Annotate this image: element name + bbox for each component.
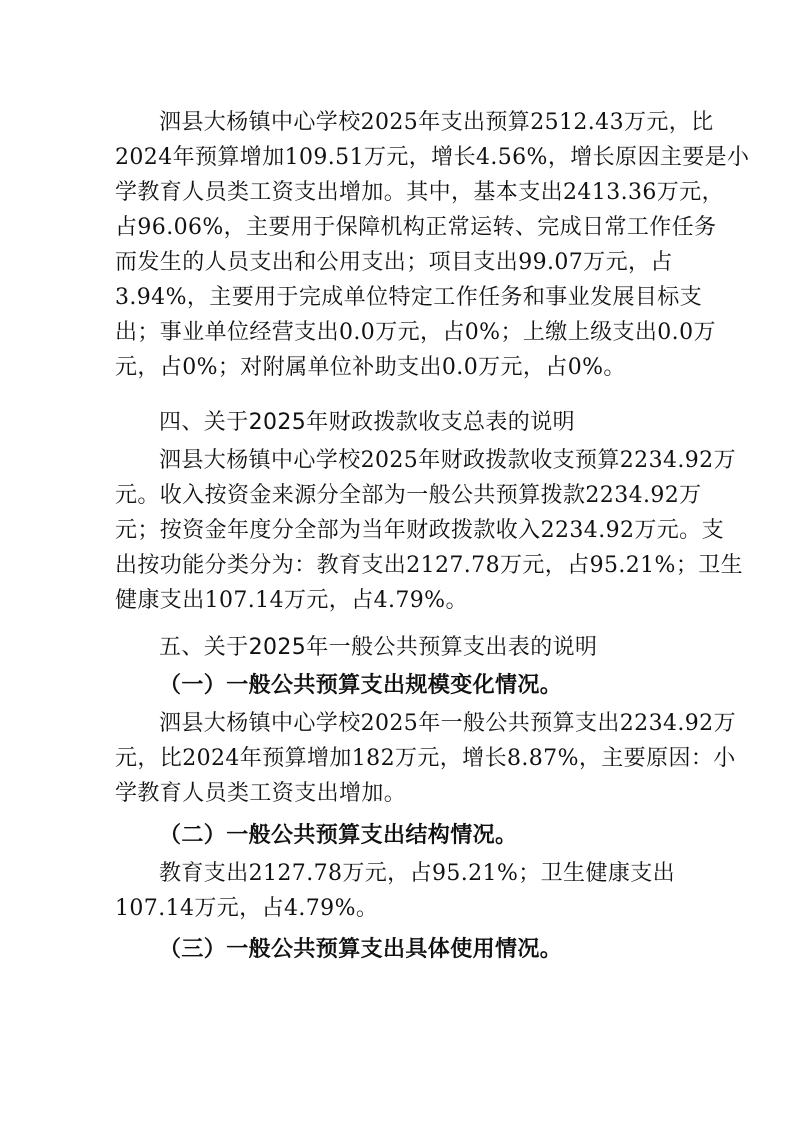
structure-paragraph (115, 856, 680, 926)
paragraph-line: 泗县大杨镇中心学校2025年一般公共预算支出2234.92万 (159, 711, 736, 736)
paragraph-line: 而发生的人员支出和公用支出；项目支出99.07万元，占 (115, 250, 673, 275)
scale-change-paragraph (115, 706, 736, 811)
expenditure-budget-paragraph (115, 105, 750, 385)
section-heading-text: 四、关于2025年财政拨款收支总表的说明 (159, 410, 575, 435)
fiscal-appropriation-paragraph (115, 443, 744, 618)
paragraph-line: 占96.06%，主要用于保障机构正常运转、完成日常工作任务 (115, 215, 717, 240)
paragraph-line: 健康支出107.14万元，占4.79%。 (115, 588, 468, 613)
subsection-2-heading (115, 818, 680, 853)
paragraph-line: 元。收入按资金来源分全部为一般公共预算拨款2234.92万 (115, 483, 702, 508)
paragraph-line: 教育支出2127.78万元，占95.21%；卫生健康支出 (159, 861, 676, 886)
paragraph-line: 元，比2024年预算增加182万元，增长8.87%，主要原因：小 (115, 746, 736, 771)
paragraph-line: 元；按资金年度分全部为当年财政拨款收入2234.92万元。支 (115, 518, 724, 543)
paragraph-line: 泗县大杨镇中心学校2025年财政拨款收支预算2234.92万 (159, 448, 736, 473)
section-heading-text: 五、关于2025年一般公共预算支出表的说明 (159, 635, 598, 660)
subsection-heading-text: （二）一般公共预算支出结构情况。 (159, 822, 518, 848)
subsection-heading-text: （三）一般公共预算支出具体使用情况。 (159, 936, 563, 962)
paragraph-line: 泗县大杨镇中心学校2025年支出预算2512.43万元，比 (159, 110, 714, 135)
paragraph-line: 出；事业单位经营支出0.0万元，占0%；上缴上级支出0.0万 (115, 320, 716, 345)
paragraph-line: 107.14万元，占4.79%。 (115, 896, 379, 921)
paragraph-line: 学教育人员类工资支出增加。其中，基本支出2413.36万元， (115, 180, 724, 205)
subsection-heading-text: （一）一般公共预算支出规模变化情况。 (159, 672, 563, 698)
paragraph-line: 2024年预算增加109.51万元，增长4.56%，增长原因主要是小 (115, 145, 750, 170)
paragraph-line: 学教育人员类工资支出增加。 (115, 781, 407, 806)
paragraph-line: 出按功能分类分为：教育支出2127.78万元，占95.21%；卫生 (115, 553, 744, 578)
section-5-heading (115, 630, 680, 665)
paragraph-line: 3.94%，主要用于完成单位特定工作任务和事业发展目标支 (115, 285, 703, 310)
paragraph-line: 元，占0%；对附属单位补助支出0.0万元，占0%。 (115, 355, 626, 380)
section-4-heading (115, 405, 680, 440)
subsection-1-heading (115, 668, 680, 703)
subsection-3-heading (115, 932, 680, 967)
